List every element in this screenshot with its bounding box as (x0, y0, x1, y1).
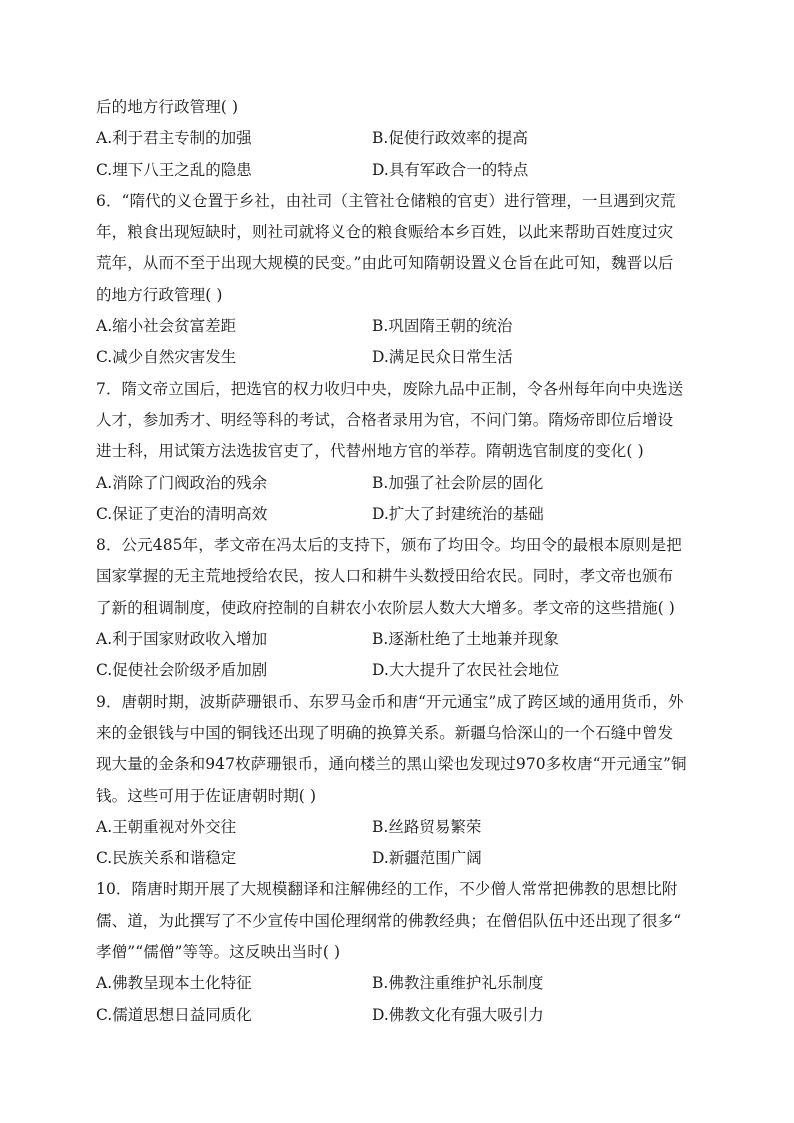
question-stem-line: 9．唐朝时期，波斯萨珊银币、东罗马金币和唐“开元通宝”成了跨区域的通用货币，外 (96, 692, 684, 711)
question-stem-line: 国家掌握的无主荒地授给农民，按人口和耕牛头数授田给农民。同时，孝文帝也颁布 (96, 567, 674, 586)
question-stem-line: 7．隋文帝立国后，把选官的权力收归中央，废除九品中正制，令各州每年向中央选送 (96, 379, 684, 398)
question-stem-line: 进士科，用试策方法选拔官吏了，代替州地方官的举荐。隋朝选官制度的变化( ) (96, 442, 644, 461)
question-5 (96, 92, 698, 186)
question-stem-line: 了新的租调制度，使政府控制的自耕农小农阶层人数大大增多。孝文帝的这些措施( ) (96, 598, 675, 617)
question-stem-line: 的地方行政管理( ) (96, 285, 223, 304)
question-stem-line: 孝僧”“儒僧”等等。这反映出当时( ) (96, 943, 341, 962)
question-stem-line: 人才，参加秀才、明经等科的考试，合格者录用为官，不问门第。隋炀帝即位后增设 (96, 410, 674, 429)
question-stem-line: 6．“隋代的义仓置于乡社，由社司（主管社仓储粮的官吏）进行管理，一旦遇到灾荒 (96, 191, 676, 210)
question-10 (96, 874, 698, 1030)
question-stem-line: 钱。这些可用于佐证唐朝时期( ) (96, 786, 317, 805)
option-d[interactable]: D.佛教文化有强大吸引力 (372, 1005, 544, 1024)
option-c[interactable]: C.民族关系和谐稳定 (96, 849, 237, 868)
option-c[interactable]: C.保证了吏治的清明高效 (96, 504, 268, 523)
question-stem-line: 后的地方行政管理( ) (96, 98, 239, 116)
option-a[interactable]: A.利于国家财政收入增加 (96, 630, 268, 649)
option-b[interactable]: B.促使行政效率的提高 (372, 129, 528, 148)
question-stem-line: 8．公元485年，孝文帝在冯太后的支持下，颁布了均田令。均田令的最根本原则是把 (96, 536, 682, 555)
question-list (96, 92, 698, 1031)
question-stem-line: 年，粮食出现短缺时，则社司就将义仓的粮食赈给本乡百姓，以此来帮助百姓度过灾 (96, 223, 674, 242)
option-b[interactable]: B.加强了社会阶层的固化 (372, 473, 544, 492)
option-c[interactable]: C.埋下八王之乱的隐患 (96, 160, 252, 179)
question-stem-line: 荒年，从而不至于出现大规模的民变。”由此可知隋朝设置义仓旨在此可知，魏晋以后 (96, 254, 674, 273)
option-b[interactable]: B.佛教注重维护礼乐制度 (372, 974, 544, 993)
options-row (96, 468, 698, 499)
question-6 (96, 186, 698, 374)
question-8 (96, 530, 698, 686)
options-row (96, 812, 698, 843)
option-c[interactable]: C.促使社会阶级矛盾加剧 (96, 661, 268, 680)
options-row (96, 123, 698, 154)
option-a[interactable]: A.佛教呈现本土化特征 (96, 974, 252, 993)
options-row (96, 1000, 698, 1031)
options-row (96, 968, 698, 999)
question-9 (96, 687, 698, 875)
question-stem-line: 现大量的金条和947枚萨珊银币，通向楼兰的黑山梁也发现过970多枚唐“开元通宝”铜 (96, 755, 687, 774)
option-a[interactable]: A.缩小社会贫富差距 (96, 317, 237, 336)
options-row (96, 499, 698, 530)
options-row (96, 624, 698, 655)
question-stem-line: 10．隋唐时期开展了大规模翻译和注解佛经的工作，不少僧人常常把佛教的思想比附 (96, 880, 678, 899)
option-b[interactable]: B.巩固隋王朝的统治 (372, 317, 513, 336)
question-stem-line: 儒、道，为此撰写了不少宣传中国伦理纲常的佛教经典；在僧侣队伍中还出现了很多“ (96, 911, 682, 930)
options-row (96, 843, 698, 874)
option-c[interactable]: C.儒道思想日益同质化 (96, 1005, 252, 1024)
option-b[interactable]: B.逐渐杜绝了土地兼并现象 (372, 630, 559, 649)
option-a[interactable]: A.利于君主专制的加强 (96, 129, 252, 148)
options-row (96, 155, 698, 186)
option-d[interactable]: D.大大提升了农民社会地位 (372, 661, 560, 680)
option-b[interactable]: B.丝路贸易繁荣 (372, 817, 482, 836)
option-a[interactable]: A.王朝重视对外交往 (96, 817, 237, 836)
options-row (96, 342, 698, 373)
option-d[interactable]: D.扩大了封建统治的基础 (372, 504, 544, 523)
option-a[interactable]: A.消除了门阀政治的残余 (96, 473, 268, 492)
option-c[interactable]: C.减少自然灾害发生 (96, 348, 237, 367)
option-d[interactable]: D.满足民众日常生活 (372, 348, 513, 367)
options-row (96, 311, 698, 342)
question-stem-line: 来的金银钱与中国的铜钱还出现了明确的换算关系。新疆乌恰深山的一个石缝中曾发 (96, 723, 674, 742)
question-7 (96, 374, 698, 530)
options-row (96, 655, 698, 686)
option-d[interactable]: D.新疆范围广阔 (372, 849, 482, 868)
option-d[interactable]: D.具有军政合一的特点 (372, 160, 529, 179)
